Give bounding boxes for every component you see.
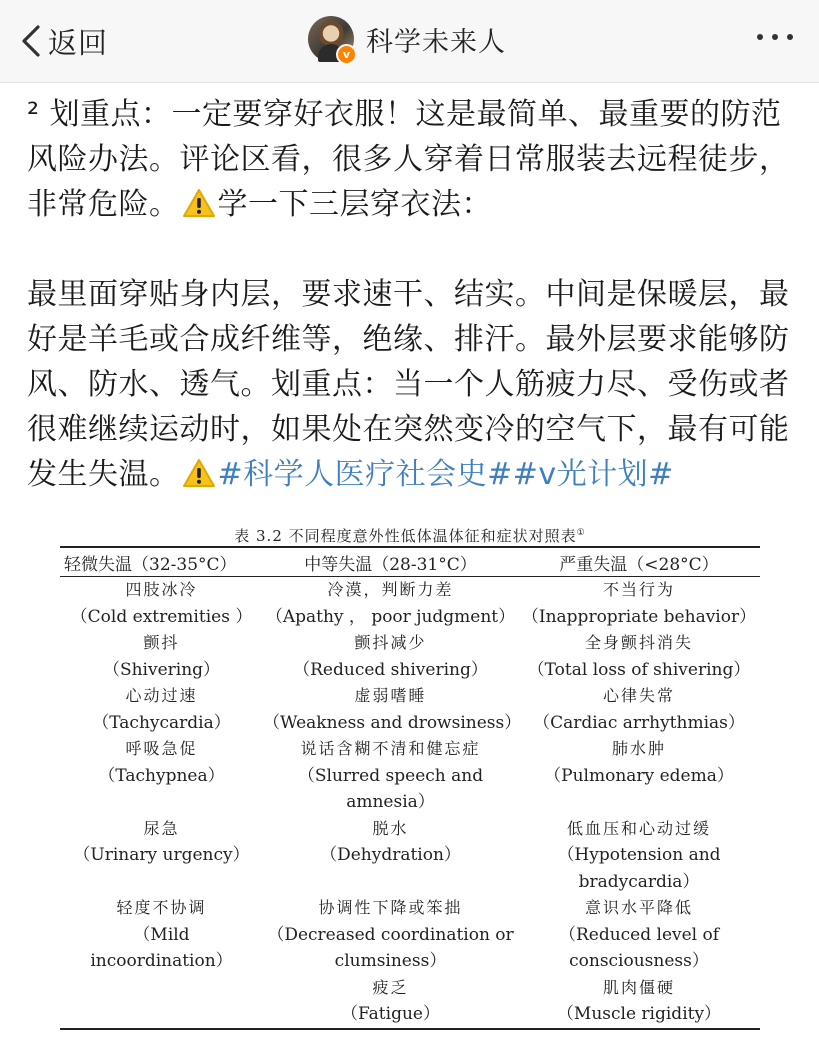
top-navigation-bar: [0, 0, 819, 83]
hashtag-link[interactable]: #科学人医疗社会史##v光计划#: [217, 457, 674, 492]
symptom-english: （Inappropriate behavior）: [521, 606, 757, 627]
post-text: 学一下三层穿衣法：: [217, 187, 492, 222]
back-button[interactable]: [20, 20, 108, 62]
symptom-chinese: 颤抖: [143, 633, 180, 652]
table-cell-mild: [60, 895, 263, 975]
table-footnote-mark: ①: [576, 528, 586, 538]
table-row: [60, 816, 760, 896]
symptom-chinese: 呼吸急促: [125, 739, 198, 758]
table-cell-moderate: [263, 683, 522, 736]
back-label: 返回: [48, 25, 109, 60]
table-cell-mild: [60, 975, 263, 1029]
post-paragraph: [27, 272, 797, 497]
table-cell-severe: [518, 577, 760, 631]
table-cell-mild: [60, 816, 263, 896]
symptom-chinese: 不当行为: [602, 580, 675, 599]
symptom-english: （Weakness and drowsiness）: [263, 712, 522, 733]
author-profile[interactable]: [308, 16, 506, 62]
hypothermia-symptom-table: [60, 546, 760, 1030]
table-row: [60, 736, 760, 816]
symptom-chinese: 说话含糊不清和健忘症: [300, 739, 481, 758]
symptom-chinese: 全身颤抖消失: [584, 633, 693, 652]
table-cell-severe: [518, 816, 760, 896]
symptom-english: （Apathy ， poor judgment）: [265, 606, 516, 627]
chevron-left-icon: [20, 24, 42, 58]
symptom-chinese: 颤抖减少: [354, 633, 427, 652]
symptom-chinese: 疲乏: [372, 977, 409, 997]
symptom-english: （Slurred speech and amnesia）: [297, 765, 484, 812]
warning-sign-icon: [182, 188, 216, 218]
table-cell-moderate: [263, 736, 518, 816]
symptom-chinese: 轻度不协调: [116, 898, 207, 917]
table-cell-moderate: [263, 577, 518, 631]
symptom-english: （Hypotension and bradycardia）: [557, 845, 721, 892]
symptom-english: （Mild incoordination）: [90, 924, 233, 971]
table-cell-severe: [518, 736, 760, 816]
table-cell-moderate: [263, 816, 518, 896]
table-row: [60, 895, 760, 975]
symptom-chinese: 脱水: [372, 818, 409, 838]
table-body: [60, 577, 760, 1029]
table-row: [60, 975, 760, 1029]
verified-badge-icon: v: [336, 44, 357, 65]
symptom-english: （Urinary urgency）: [73, 845, 250, 865]
table-header-row: [60, 547, 760, 577]
symptom-chinese: 心动过速: [125, 686, 198, 705]
dot-icon: [772, 34, 778, 40]
dot-icon: [757, 34, 763, 40]
avatar[interactable]: [308, 16, 354, 62]
column-header-mild: 轻微失温（32-35°C）: [60, 547, 263, 577]
symptom-chinese: 尿急: [143, 818, 180, 838]
table-row: [60, 577, 760, 631]
table-title: [60, 520, 760, 546]
symptom-english: （Fatigue）: [341, 1004, 440, 1024]
symptom-english: （Dehydration）: [320, 845, 461, 865]
table-cell-mild: [60, 630, 263, 683]
table-cell-mild: [60, 736, 263, 816]
table-cell-severe: [518, 975, 760, 1029]
symptom-english: （Tachypnea）: [98, 765, 225, 786]
symptom-chinese: 意识水平降低: [584, 898, 693, 917]
table-cell-mild: [60, 577, 263, 631]
table-row: [60, 630, 760, 683]
table-cell-mild: [60, 683, 263, 736]
symptom-chinese: 心律失常: [602, 686, 675, 705]
symptom-english: （Decreased coordination or clumsiness）: [267, 924, 514, 971]
table-cell-moderate: [263, 975, 518, 1029]
table-cell-moderate: [263, 630, 518, 683]
symptom-chinese: 低血压和心动过缓: [566, 818, 711, 838]
table-cell-severe: [518, 630, 760, 683]
symptom-english: （Shivering）: [102, 659, 221, 680]
symptom-english: （Tachycardia）: [92, 712, 231, 733]
symptom-chinese: 四肢冰冷: [125, 580, 198, 599]
author-name[interactable]: 科学未来人: [366, 26, 506, 58]
symptom-chinese: 虚弱嗜睡: [354, 686, 427, 705]
symptom-english: （Muscle rigidity）: [556, 1004, 722, 1024]
symptom-english: （Cold extremities ）: [70, 606, 253, 627]
more-options-button[interactable]: [757, 34, 793, 40]
column-header-moderate: 中等失温（28-31°C）: [263, 547, 518, 577]
post-image-hypothermia-table[interactable]: [60, 520, 760, 1030]
symptom-english: （Pulmonary edema）: [544, 765, 734, 786]
symptom-chinese: 肺水肿: [611, 739, 666, 758]
symptom-chinese: 肌肉僵硬: [602, 977, 675, 997]
symptom-english: （Total loss of shivering）: [527, 659, 751, 680]
post-text: 最里面穿贴身内层，要求速干、结实。中间是保暖层，最好是羊毛或合成纤维等，绝缘、排汗。最外层要求能够防风、防水、透气。划重点：当一个人筋疲力尽、受伤或者很难继续运动时，如果处在突然变冷的空气下，最有可能发生失温。: [27, 277, 790, 492]
symptom-chinese: 协调性下降或笨拙: [318, 898, 463, 917]
symptom-chinese: 冷漠，判断力差: [327, 580, 454, 599]
warning-sign-icon: [182, 458, 216, 488]
post-body: [27, 92, 797, 497]
symptom-english: （Cardiac arrhythmias）: [533, 712, 745, 733]
table-title-text: 表 3.2 不同程度意外性低体温体征和症状对照表: [234, 527, 577, 545]
post-text: ² 划重点：一定要穿好衣服！这是最简单、最重要的防范风险办法。评论区看，很多人穿着日常服装去远程徒步，非常危险。: [27, 97, 790, 222]
column-header-severe: 严重失温（<28°C）: [518, 547, 760, 577]
symptom-english: （Reduced shivering）: [293, 659, 488, 680]
symptom-english: （Reduced level of consciousness）: [558, 924, 720, 971]
table-cell-severe: [518, 683, 760, 736]
dot-icon: [787, 34, 793, 40]
table-cell-moderate: [263, 895, 518, 975]
post-paragraph: [27, 92, 797, 227]
table-cell-severe: [518, 895, 760, 975]
table-row: [60, 683, 760, 736]
